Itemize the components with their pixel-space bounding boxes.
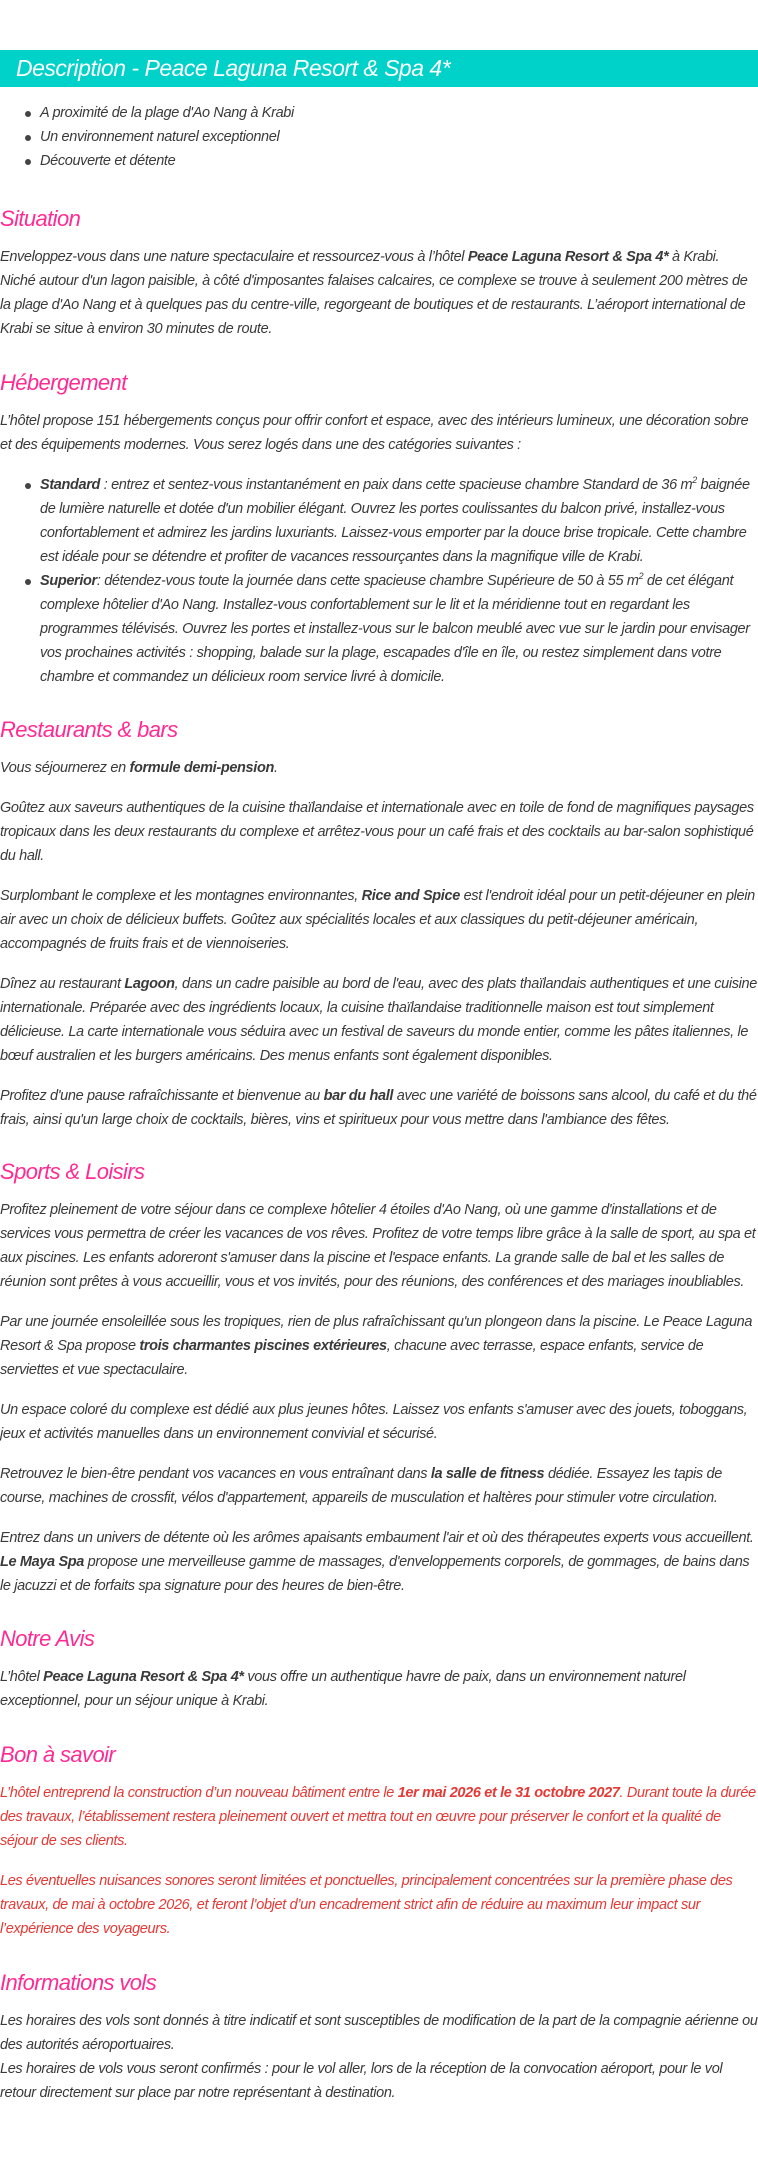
flight-info-line: Les horaires de vols vous seront confirmés : pour le vol aller, lors de la réception de la convocation aéroport, pour le vol retour directement sur place par notre représentant à destination. <box>0 2061 723 2101</box>
text: Profitez d'une pause rafraîchissante et bienvenue au <box>0 1088 324 1104</box>
text: propose une merveilleuse gamme de massages, d'enveloppements corporels, de gommages, de bains dans le jacuzzi et de forfaits spa signature pour des heures de bien-être. <box>0 1554 750 1594</box>
text: Dînez au restaurant <box>0 976 125 992</box>
avis-paragraph <box>0 1665 758 1713</box>
sports-paragraph: Profitez pleinement de votre séjour dans ce complexe hôtelier 4 étoiles d'Ao Nang, où une gamme d'installations et de services vous permettra de créer les vacances de vos rêves. Profitez de votre temps libre grâce à la salle de sport, au spa et aux piscines. Les enfants adoreront s'amuser dans la piscine et l'espace enfants. La grande salle de bal et les salles de réunion sont prêtes à vous accueillir, vous et vos invités, pour des réunions, des conférences et des mariages inoubliables. <box>0 1202 756 1290</box>
restaurant-name: Lagoon <box>124 976 175 992</box>
section-title: Situation <box>0 206 81 231</box>
description-title-band: Description - Peace Laguna Resort & Spa 4* <box>0 50 758 87</box>
highlights-list <box>0 101 758 173</box>
text: , chacune avec terrasse, espace enfants, service de serviettes et vue spectaculaire. <box>0 1338 704 1378</box>
room-name: Superior <box>40 573 97 589</box>
restaurants-paragraph <box>0 1084 758 1132</box>
section-title: Bon à savoir <box>0 1742 116 1767</box>
text: . Durant toute la durée des travaux, l’établissement restera pleinement ouvert et mettra tout en œuvre pour préserver le confort et la qualité de séjour de ses clients. <box>0 1785 756 1849</box>
room-name: Standard <box>40 477 101 493</box>
restaurant-name: Rice and Spice <box>361 888 460 904</box>
bar-name: bar du hall <box>323 1088 394 1104</box>
text: L’hôtel entreprend la construction d’un nouveau bâtiment entre le <box>0 1785 398 1801</box>
text: vous offre un authentique havre de paix, dans un environnement naturel exceptionnel, pour un séjour unique à Krabi. <box>0 1669 686 1709</box>
hotel-name: Peace Laguna Resort & Spa 4* <box>43 1669 244 1685</box>
highlight-item: Un environnement naturel exceptionnel <box>0 125 758 149</box>
section-sports-loisirs <box>0 1158 758 1598</box>
highlight-item: Découverte et détente <box>0 149 758 173</box>
restaurants-paragraph: Goûtez aux saveurs authentiques de la cuisine thaïlandaise et internationale avec en toile de fond de magnifiques paysages tropicaux dans les deux restaurants du complexe et arrêtez-vous pour un café frais et des cocktails au bar-salon sophistiqué du hall. <box>0 800 754 864</box>
text: Vous séjournerez en <box>0 760 130 776</box>
construction-dates: 1er mai 2026 et le 31 octobre 2027 <box>397 1785 620 1801</box>
superscript: 2 <box>638 571 644 582</box>
section-title: Restaurants & bars <box>0 717 178 742</box>
text: Enveloppez-vous dans une nature spectaculaire et ressourcez-vous à l’hôtel <box>0 249 468 265</box>
section-title: Hébergement <box>0 370 127 395</box>
section-restaurants <box>0 716 758 1132</box>
text: . <box>273 760 278 776</box>
flight-info-line: Les horaires des vols sont donnés à titre indicatif et sont susceptibles de modification de la part de la compagnie aérienne ou des autorités aéroportuaires. <box>0 2013 758 2053</box>
sports-paragraph <box>0 1526 758 1598</box>
text: baignée de lumière naturelle et dotée d'un mobilier élégant. Ouvrez les portes coulissantes du balcon privé, installez-vous confortablement et admirez les jardins luxuriants. Laissez-vous emporter par la douce brise tropicale. Cette chambre est idéale pour se détendre et profiter de vacances ressourçantes dans la magnifique ville de Krabi. <box>40 477 750 565</box>
text: à Krabi. Niché autour d'un lagon paisible, à côté d'imposantes falaises calcaires, ce complexe se trouve à seulement 200 mètres de la plage d'Ao Nang et à quelques pas du centre-ville, regorgeant de boutiques et de restaurants. L’aéroport international de Krabi se situe à environ 30 minutes de route. <box>0 249 748 337</box>
sports-paragraph: Un espace coloré du complexe est dédié aux plus jeunes hôtes. Laissez vos enfants s'amuser avec des jouets, toboggans, jeux et activités manuelles dans un environnement convivial et sécurisé. <box>0 1402 748 1442</box>
room-item-superior <box>0 569 758 689</box>
spa-name: Le Maya Spa <box>0 1554 84 1570</box>
superscript: 2 <box>692 475 697 486</box>
situation-paragraph <box>0 245 758 341</box>
text: entrez et sentez-vous instantanément en paix dans cette spacieuse chambre Standard de 36 m <box>111 477 693 493</box>
construction-notice <box>0 1781 758 1853</box>
section-situation <box>0 205 758 341</box>
sports-paragraph <box>0 1462 758 1510</box>
section-title: Notre Avis <box>0 1626 95 1651</box>
text: dédiée. Essayez les tapis de course, machines de crossfit, vélos d'appartement, appareils de musculation et haltères pour stimuler votre circulation. <box>0 1466 722 1506</box>
restaurants-paragraph <box>0 884 758 956</box>
text: , dans un cadre paisible au bord de l'eau, avec des plats thaïlandais authentiques et une cuisine internationale. Préparée avec des ingrédients locaux, la cuisine thaïlandaise traditionnelle maison est tout simplement délicieuse. La carte internationale vous séduira avec un festival de saveurs du monde entier, comme les pâtes italiennes, le bœuf australien et les burgers américains. Des menus enfants sont également disponibles. <box>0 976 757 1064</box>
hotel-name: Peace Laguna Resort & Spa 4* <box>467 249 669 265</box>
text: : <box>96 573 105 589</box>
section-bon-a-savoir <box>0 1741 758 1941</box>
sports-paragraph <box>0 1310 758 1382</box>
noise-notice: Les éventuelles nuisances sonores seront limitées et ponctuelles, principalement concentrées sur la première phase des travaux, de mai à octobre 2026, et feront l’objet d’un encadrement strict afin de réduire au maximum leur impact sur l’expérience des voyageurs. <box>0 1873 733 1937</box>
board-type: formule demi-pension <box>129 760 274 776</box>
text: avec une variété de boissons sans alcool, du café et du thé frais, ainsi qu'un large choix de cocktails, bières, vins et spiritueux pour vous mettre dans l'ambiance des fêtes. <box>0 1088 757 1128</box>
text: de cet élégant complexe hôtelier d'Ao Nang. Installez-vous confortablement sur le lit et la méridienne tout en regardant les programmes télévisés. Ouvrez les portes et installez-vous sur le balcon meublé avec vue sur le jardin pour envisager vos prochaines activités : shopping, balade sur la plage, escapades d'île en île, ou restez simplement dans votre chambre et commandez un délicieux room service livré à domicile. <box>40 573 750 685</box>
pool-highlight: trois charmantes piscines extérieures <box>139 1338 387 1354</box>
text: Entrez dans un univers de détente où les arômes apaisants embaument l'air et où des thérapeutes experts vous accueillent. <box>0 1530 754 1546</box>
text: est l'endroit idéal pour un petit-déjeuner en plein air avec un choix de délicieux buffets. Goûtez aux spécialités locales et aux classiques du petit-déjeuner américain, accompagnés de fruits frais et de viennoiseries. <box>0 888 755 952</box>
fitness-highlight: la salle de fitness <box>430 1466 545 1482</box>
section-title: Informations vols <box>0 1970 157 1995</box>
text: Retrouvez le bien-être pendant vos vacances en vous entraînant dans <box>0 1466 431 1482</box>
text: L’hôtel <box>0 1669 44 1685</box>
text: Par une journée ensoleillée sous les tropiques, rien de plus rafraîchissant qu'un plongeon dans la piscine. Le Peace Laguna Resort & Spa propose <box>0 1314 753 1354</box>
restaurants-paragraph <box>0 972 758 1068</box>
text: Surplombant le complexe et les montagnes environnantes, <box>0 888 362 904</box>
section-informations-vols <box>0 1969 758 2105</box>
restaurants-paragraph <box>0 756 758 780</box>
text: détendez-vous toute la journée dans cette spacieuse chambre Supérieure de 50 à 55 m <box>104 573 639 589</box>
highlight-item: A proximité de la plage d'Ao Nang à Krabi <box>0 101 758 125</box>
room-item-standard <box>0 473 758 569</box>
section-title: Sports & Loisirs <box>0 1159 145 1184</box>
section-notre-avis <box>0 1625 758 1713</box>
section-hebergement <box>0 369 758 689</box>
text: : <box>100 477 112 493</box>
room-categories-list <box>0 473 758 689</box>
hebergement-intro: L’hôtel propose 151 hébergements conçus pour offrir confort et espace, avec des intérieurs lumineux, une décoration sobre et des équipements modernes. Vous serez logés dans une des catégories suivantes : <box>0 413 749 453</box>
